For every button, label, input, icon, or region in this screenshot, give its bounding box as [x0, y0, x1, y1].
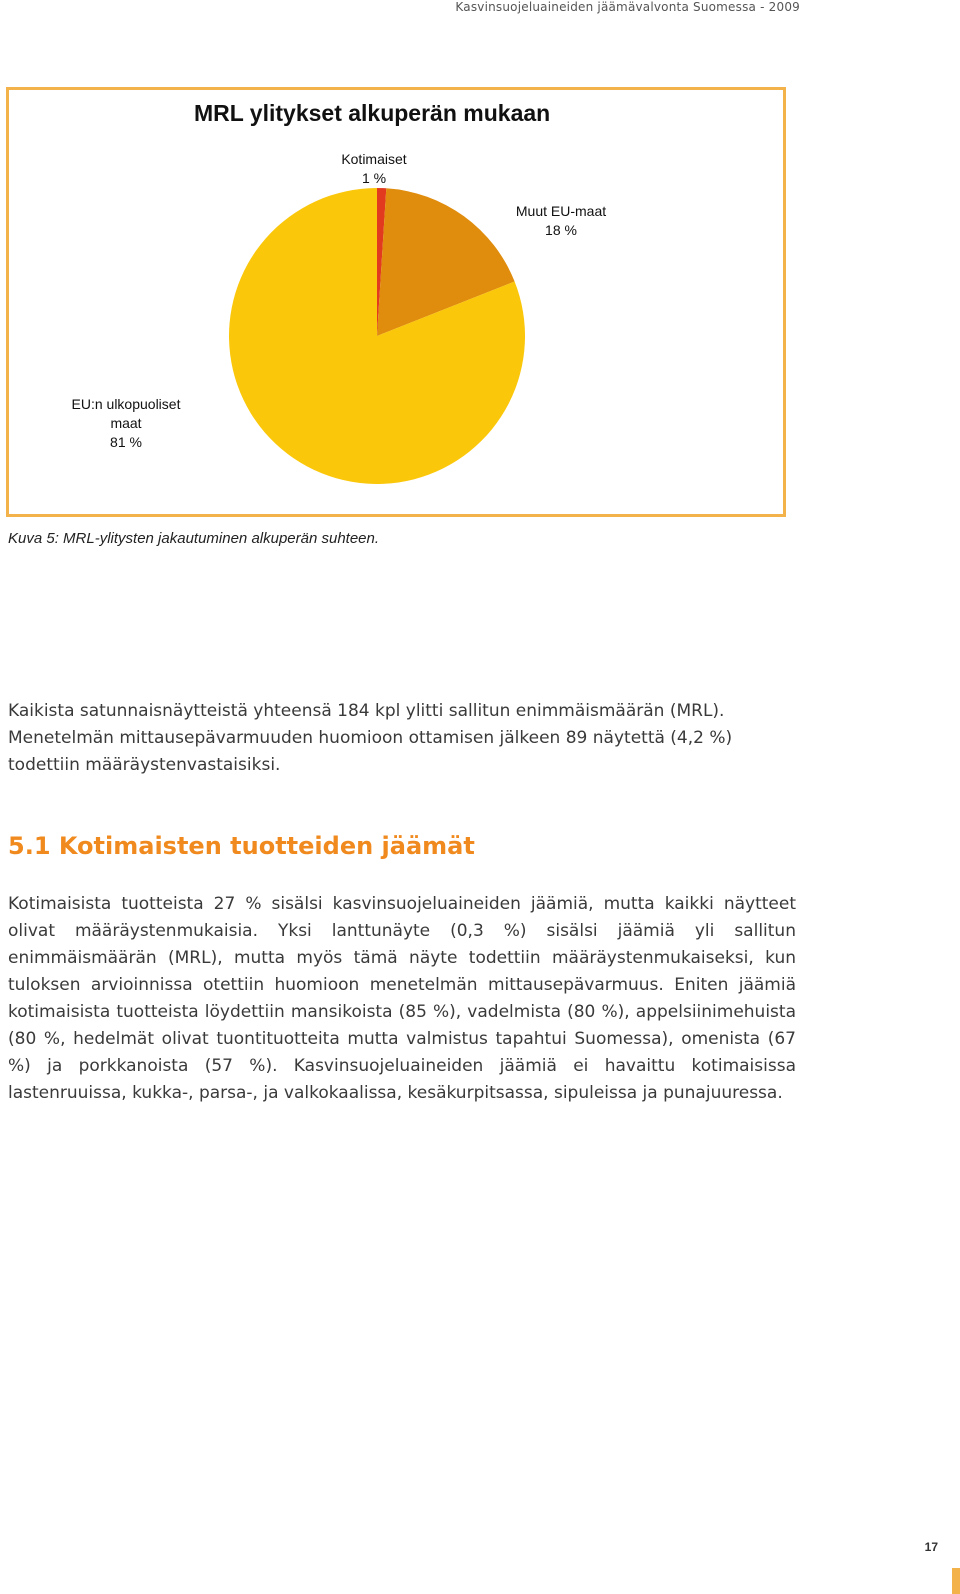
figure-caption: Kuva 5: MRL-ylitysten jakautuminen alkuperän suhteen. [8, 530, 380, 547]
page-number: 17 [924, 1540, 938, 1554]
pie-label-kotimaiset-value: 1 % [361, 170, 387, 186]
running-header: Kasvinsuojeluaineiden jäämävalvonta Suomessa - 2009 [455, 0, 800, 14]
chart-title: MRL ylitykset alkuperän mukaan [194, 100, 551, 126]
pie-label-muut-eu-maat-value: 18 % [545, 222, 577, 238]
intro-paragraph: Kaikista satunnaisnäytteistä yhteensä 184 kpl ylitti sallitun enimmäismäärän (MRL). Menetelmän mittausepävarmuuden huomioon ottamisen jälkeen 89 näytettä (4,2 %) todettiin määräystenvastaisiksi. [8, 701, 733, 775]
section-heading: 5.1 Kotimaisten tuotteiden jäämät [8, 832, 475, 860]
page-corner-decoration [952, 1568, 960, 1594]
pie-label-eu-ulkopuoliset-value: 81 % [110, 434, 142, 450]
pie-label-kotimaiset [329, 150, 419, 188]
pie-label-eu-ulkopuoliset-line2: maat [110, 415, 142, 431]
pie-label-muut-eu-maat-name: Muut EU-maat [515, 203, 607, 219]
pie-label-kotimaiset-name: Kotimaiset [341, 151, 407, 167]
section-body: Kotimaisista tuotteista 27 % sisälsi kasvinsuojeluaineiden jäämiä, mutta kaikki näytteet olivat määräystenmukaisia. Yksi lanttunäyte (0,3 %) sisälsi jäämiä yli sallitun enimmäismäärän (MRL), mutta myös tämä näyte todettiin määräystenmukaiseksi, kun tuloksen arvioinnissa otettiin huomioon menetelmän mittausepävarmuus. Eniten jäämiä kotimaisista tuotteista löydettiin mansikoista (85 %), vadelmista (80 %), appelsiinimehuista (80 %, hedelmät olivat tuontituotteita mutta valmistus tapahtui Suomessa), omenista (67 %) ja porkkanoista (57 %). Kasvinsuojeluaineiden jäämiä ei havaittu kotimaisissa lastenruuissa, kukka-, parsa-, ja valkokaalissa, kesäkurpitsassa, sipuleissa ja punajuuressa. [8, 894, 796, 1103]
pie-label-eu-ulkopuoliset-line1: EU:n ulkopuoliset [71, 396, 181, 412]
figure-frame [6, 87, 786, 517]
pie-label-eu-ulkopuoliset [57, 395, 195, 452]
pie-label-muut-eu-maat [501, 202, 621, 240]
